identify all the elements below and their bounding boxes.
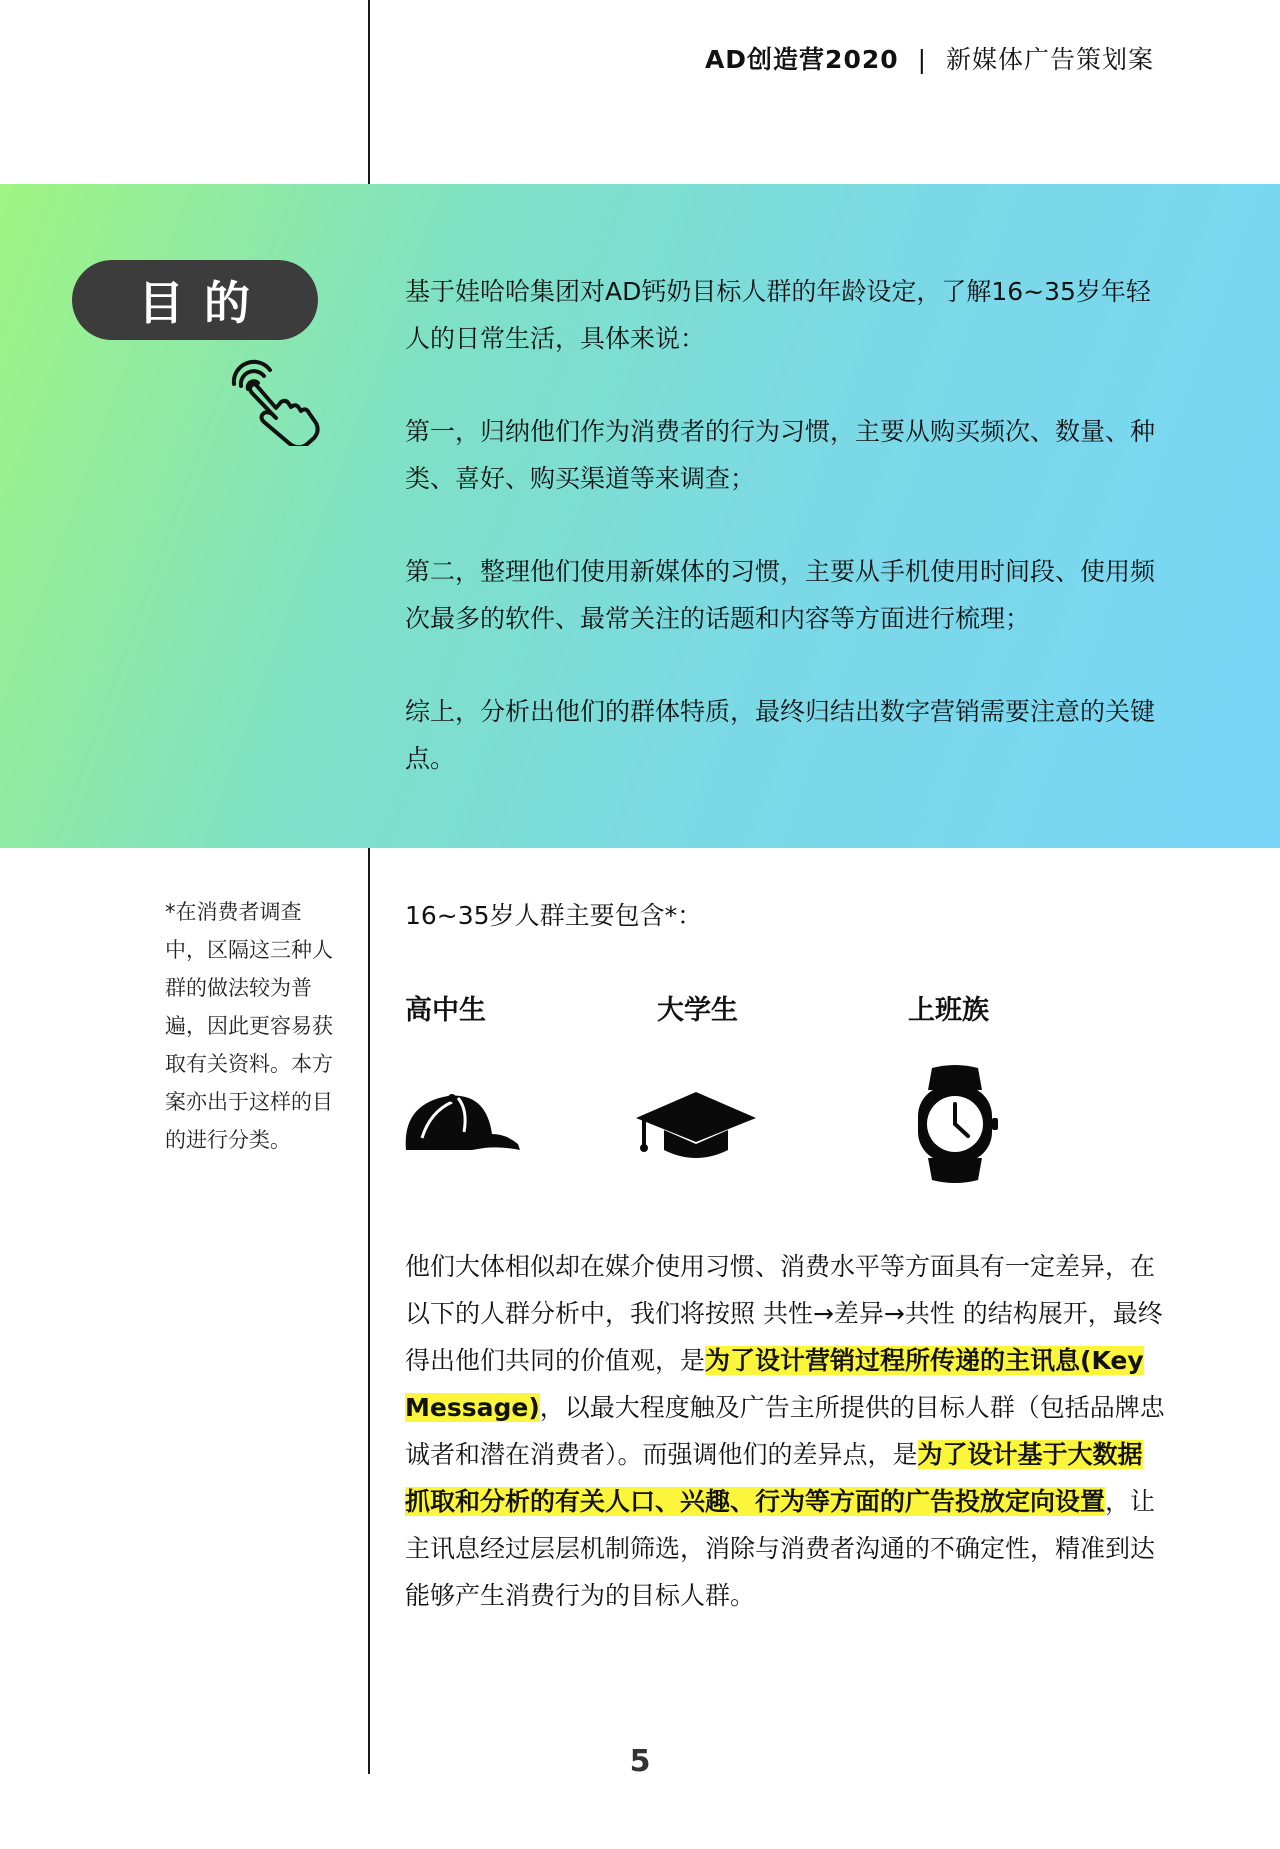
analysis-text-2: ，以最大程度触及广告主所提供的目标人群（包括品牌忠诚者和潜在消费者）。而强调他们的差异点，是 bbox=[405, 1393, 1165, 1469]
analysis-text-3: ，让主讯息经过层层机制筛选，消除与消费者沟通的不确定性，精准到达能够产生消费行为的目标人群。 bbox=[405, 1487, 1156, 1610]
side-note: *在消费者调查中，区隔这三种人群的做法较为普遍，因此更容易获取有关资料。本方案亦出于这样的目的进行分类。 bbox=[165, 900, 333, 1152]
group-label-office-worker: 上班族 bbox=[908, 995, 989, 1026]
analysis-text-1: 他们大体相似却在媒介使用习惯、消费水平等方面具有一定差异，在以下的人群分析中，我们将按照 共性→差异→共性 的结构展开，最终得出他们共同的价值观，是 bbox=[405, 1252, 1163, 1375]
groups-intro: 16~35岁人群主要包含*： bbox=[405, 901, 703, 930]
purpose-paragraph-1: 基于娃哈哈集团对AD钙奶目标人群的年龄设定，了解16~35岁年轻人的日常生活，具体来说： bbox=[405, 277, 1151, 353]
graduation-cap-icon bbox=[634, 1090, 758, 1160]
header-brand: AD创造营2020 bbox=[704, 45, 899, 74]
cap-icon bbox=[402, 1088, 522, 1160]
divider-line-bottom bbox=[368, 848, 370, 1774]
header-title: 新媒体广告策划案 bbox=[945, 45, 1154, 74]
hand-tap-icon bbox=[224, 356, 324, 446]
purpose-paragraph-3: 第二，整理他们使用新媒体的习惯，主要从手机使用时间段、使用频次最多的软件、最常关注的话题和内容等方面进行梳理； bbox=[405, 557, 1156, 633]
divider-line-top bbox=[368, 0, 370, 184]
group-label-high-school: 高中生 bbox=[405, 995, 486, 1026]
section-title: 目的 bbox=[72, 260, 318, 340]
analysis-paragraph bbox=[405, 1243, 1165, 1619]
header-separator: | bbox=[917, 45, 928, 74]
page-number: 5 bbox=[629, 1744, 651, 1779]
purpose-paragraph-2: 第一，归纳他们作为消费者的行为习惯，主要从购买频次、数量、种类、喜好、购买渠道等来调查； bbox=[405, 417, 1156, 493]
highlight-targeting: 为了设计基于大数据抓取和分析的有关人口、兴趣、行为等方面的广告投放定向设置 bbox=[405, 1440, 1143, 1516]
page-header bbox=[705, 40, 1154, 76]
purpose-paragraph-4: 综上，分析出他们的群体特质，最终归结出数字营销需要注意的关键点。 bbox=[405, 697, 1156, 773]
group-label-college: 大学生 bbox=[657, 995, 738, 1026]
wristwatch-icon bbox=[910, 1062, 1000, 1186]
highlight-key-message: 为了设计营销过程所传递的主讯息(Key Message) bbox=[405, 1346, 1144, 1422]
